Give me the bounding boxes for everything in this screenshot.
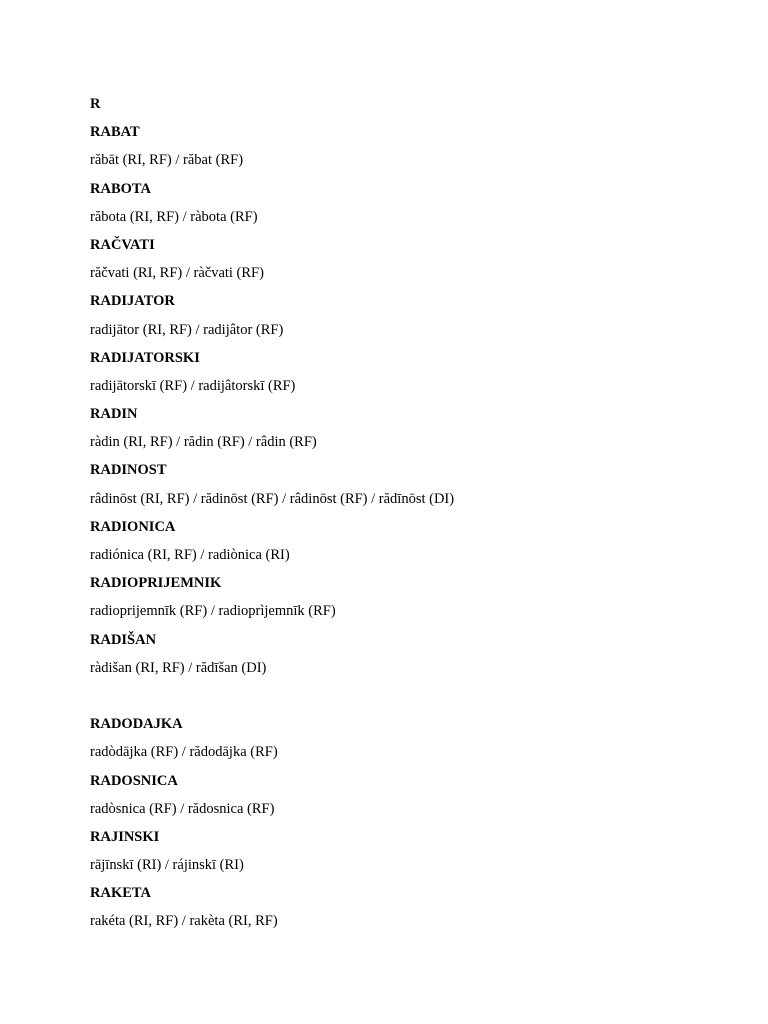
entry-forms: radioprijemnīk (RF) / radioprìjemnīk (RF) xyxy=(90,603,336,620)
entry-headword: RABOTA xyxy=(90,180,151,197)
entry-headword: RADOSNICA xyxy=(90,772,178,789)
entry-forms: răčvati (RI, RF) / ràčvati (RF) xyxy=(90,265,264,282)
entry-forms: radòsnica (RF) / rădosnica (RF) xyxy=(90,800,275,817)
blank-line xyxy=(90,682,730,710)
entry-forms: radòdājka (RF) / rădodājka (RF) xyxy=(90,744,278,761)
entry-headword: RADODAJKA xyxy=(90,716,183,733)
entry-headword: RAČVATI xyxy=(90,236,155,253)
entry-forms: ràdišan (RI, RF) / rădīšan (DI) xyxy=(90,659,267,676)
entry-headword: RAKETA xyxy=(90,885,151,902)
entry-forms: radiónica (RI, RF) / radiònica (RI) xyxy=(90,547,290,563)
entry-headword: RADIN xyxy=(90,406,138,423)
entry-forms: radijātor (RI, RF) / radijâtor (RF) xyxy=(90,321,284,338)
entry-headword: RAJINSKI xyxy=(90,828,160,845)
entry-headword: RADINOST xyxy=(90,462,167,479)
entry-forms: răbāt (RI, RF) / răbat (RF) xyxy=(90,152,244,169)
entry-headword: RADIONICA xyxy=(90,518,176,535)
entry-forms: rājīnskī (RI) / rájinskī (RI) xyxy=(90,857,244,874)
entry-headword: RADIŠAN xyxy=(90,631,157,648)
dictionary-page xyxy=(90,90,730,936)
entry-forms: râdinōst (RI, RF) / rădinōst (RF) / râdinōst (RF) / rădīnōst (DI) xyxy=(90,490,455,507)
section-letter: R xyxy=(90,96,101,112)
entry-headword: RADIJATOR xyxy=(90,293,175,310)
entry-headword: RADIJATORSKI xyxy=(90,349,200,366)
entry-forms: radijātorskī (RF) / radijâtorskī (RF) xyxy=(90,377,296,394)
entry-forms: ràdin (RI, RF) / rădin (RF) / râdin (RF) xyxy=(90,434,317,451)
entry-headword: RADIOPRIJEMNIK xyxy=(90,575,222,592)
entry-headword: RABAT xyxy=(90,124,140,141)
entry-forms: răbota (RI, RF) / ràbota (RF) xyxy=(90,208,258,225)
entry-forms: rakéta (RI, RF) / rakèta (RI, RF) xyxy=(90,913,278,930)
